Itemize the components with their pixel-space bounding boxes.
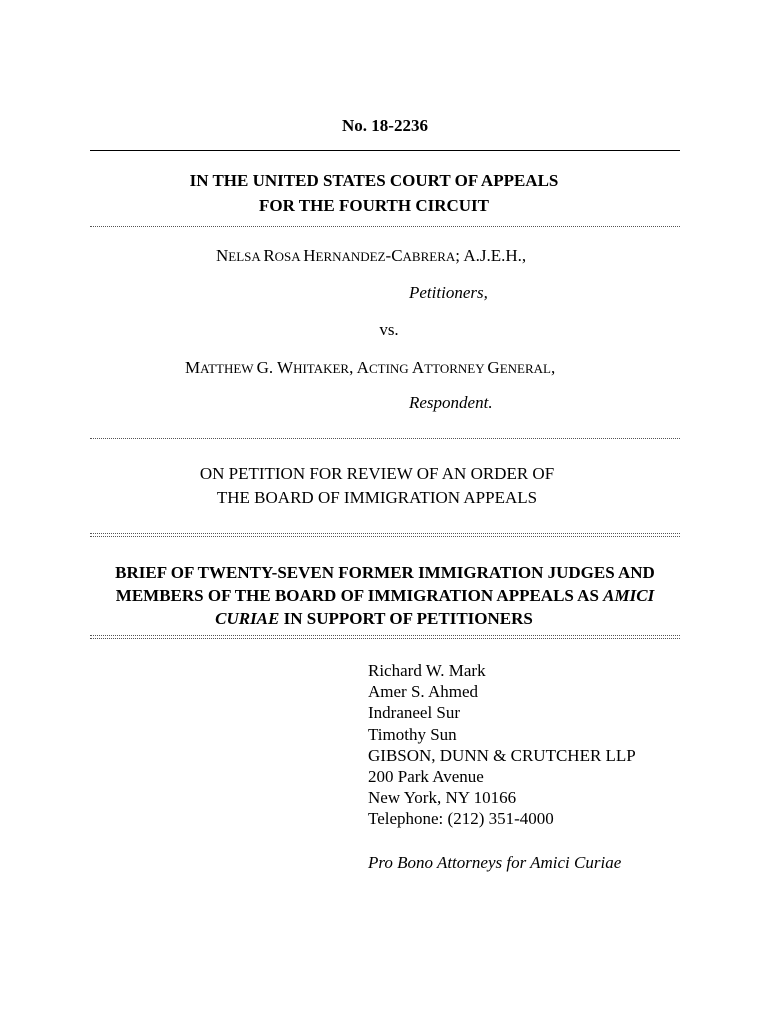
brief-title-curiae: CURIAE [215,609,280,628]
counsel-line: Telephone: (212) 351-4000 [368,809,554,829]
counsel-line: Richard W. Mark [368,661,486,680]
brief-title-amici: AMICI [603,586,655,605]
petitioners-role: Petitioners, [409,283,488,302]
respondent-name-part-4-cap: G [487,358,500,377]
title-rule [90,635,680,636]
respondent-name [185,358,555,378]
petitioners-name-part-1-cap: R [263,246,275,265]
court-rule [90,226,680,227]
respondent-name-part-1-small: HITAKER [293,361,350,376]
respondent-name-part-1-cap: G. W [256,358,294,377]
counsel-line: GIBSON, DUNN & CRUTCHER LLP [368,745,636,765]
respondent-name-part-3-cap: A [411,358,425,377]
petitioners-name-part-3-small: ABRERA [402,249,456,264]
petition-rule [90,533,680,534]
case-number: No. 18-2236 [342,116,428,135]
respondent-name-part-2-cap: , A [349,358,369,377]
petitioners-name-part-1-small: OSA [274,249,304,264]
brief-title-line3-text: IN SUPPORT OF PETITIONERS [279,609,533,628]
petitioners-name-part-4-cap: ; A.J.E.H., [455,246,527,265]
petitioners-name-part-0-small: ELSA [228,249,264,264]
respondent-rule [90,438,680,439]
counsel-line: Indraneel Sur [368,703,461,723]
brief-title-line1: BRIEF OF TWENTY-SEVEN FORMER IMMIGRATION JUDGES AND [115,563,655,582]
court-name-line2: FOR THE FOURTH CIRCUIT [258,196,490,215]
petition-line2: THE BOARD OF IMMIGRATION APPEALS [216,488,538,507]
court-name-line1: IN THE UNITED STATES COURT OF APPEALS [189,171,559,190]
counsel-line: New York, NY 10166 [368,788,517,808]
brief-title-line3 [0,609,770,629]
counsel-line: Timothy Sun [368,724,457,744]
counsel-role: Pro Bono Attorneys for Amici Curiae [368,853,622,872]
respondent-name-part-4-small: ENERAL [499,361,551,376]
respondent-name-part-3-small: TTORNEY [424,361,488,376]
respondent-name-part-0-cap: M [185,358,201,377]
brief-title-line2 [0,586,770,606]
petitioners-name [216,246,526,266]
petitioners-name-part-0-cap: N [216,246,229,265]
respondent-name-part-2-small: CTING [368,361,412,376]
counsel-line: Amer S. Ahmed [368,682,479,702]
versus-label: vs. [379,320,399,339]
petitioners-name-part-3-cap: -C [385,246,403,265]
petitioners-name-part-2-cap: H [303,246,316,265]
counsel-line: 200 Park Avenue [368,767,484,786]
petitioners-name-part-2-small: ERNANDEZ [315,249,386,264]
respondent-name-part-5-cap: , [550,358,556,377]
petition-line1: ON PETITION FOR REVIEW OF AN ORDER OF [199,464,555,483]
respondent-name-part-0-small: ATTHEW [200,361,257,376]
respondent-role: Respondent. [409,393,493,412]
brief-title-line2-text: MEMBERS OF THE BOARD OF IMMIGRATION APPEALS AS [115,586,604,605]
top-rule [90,150,680,151]
